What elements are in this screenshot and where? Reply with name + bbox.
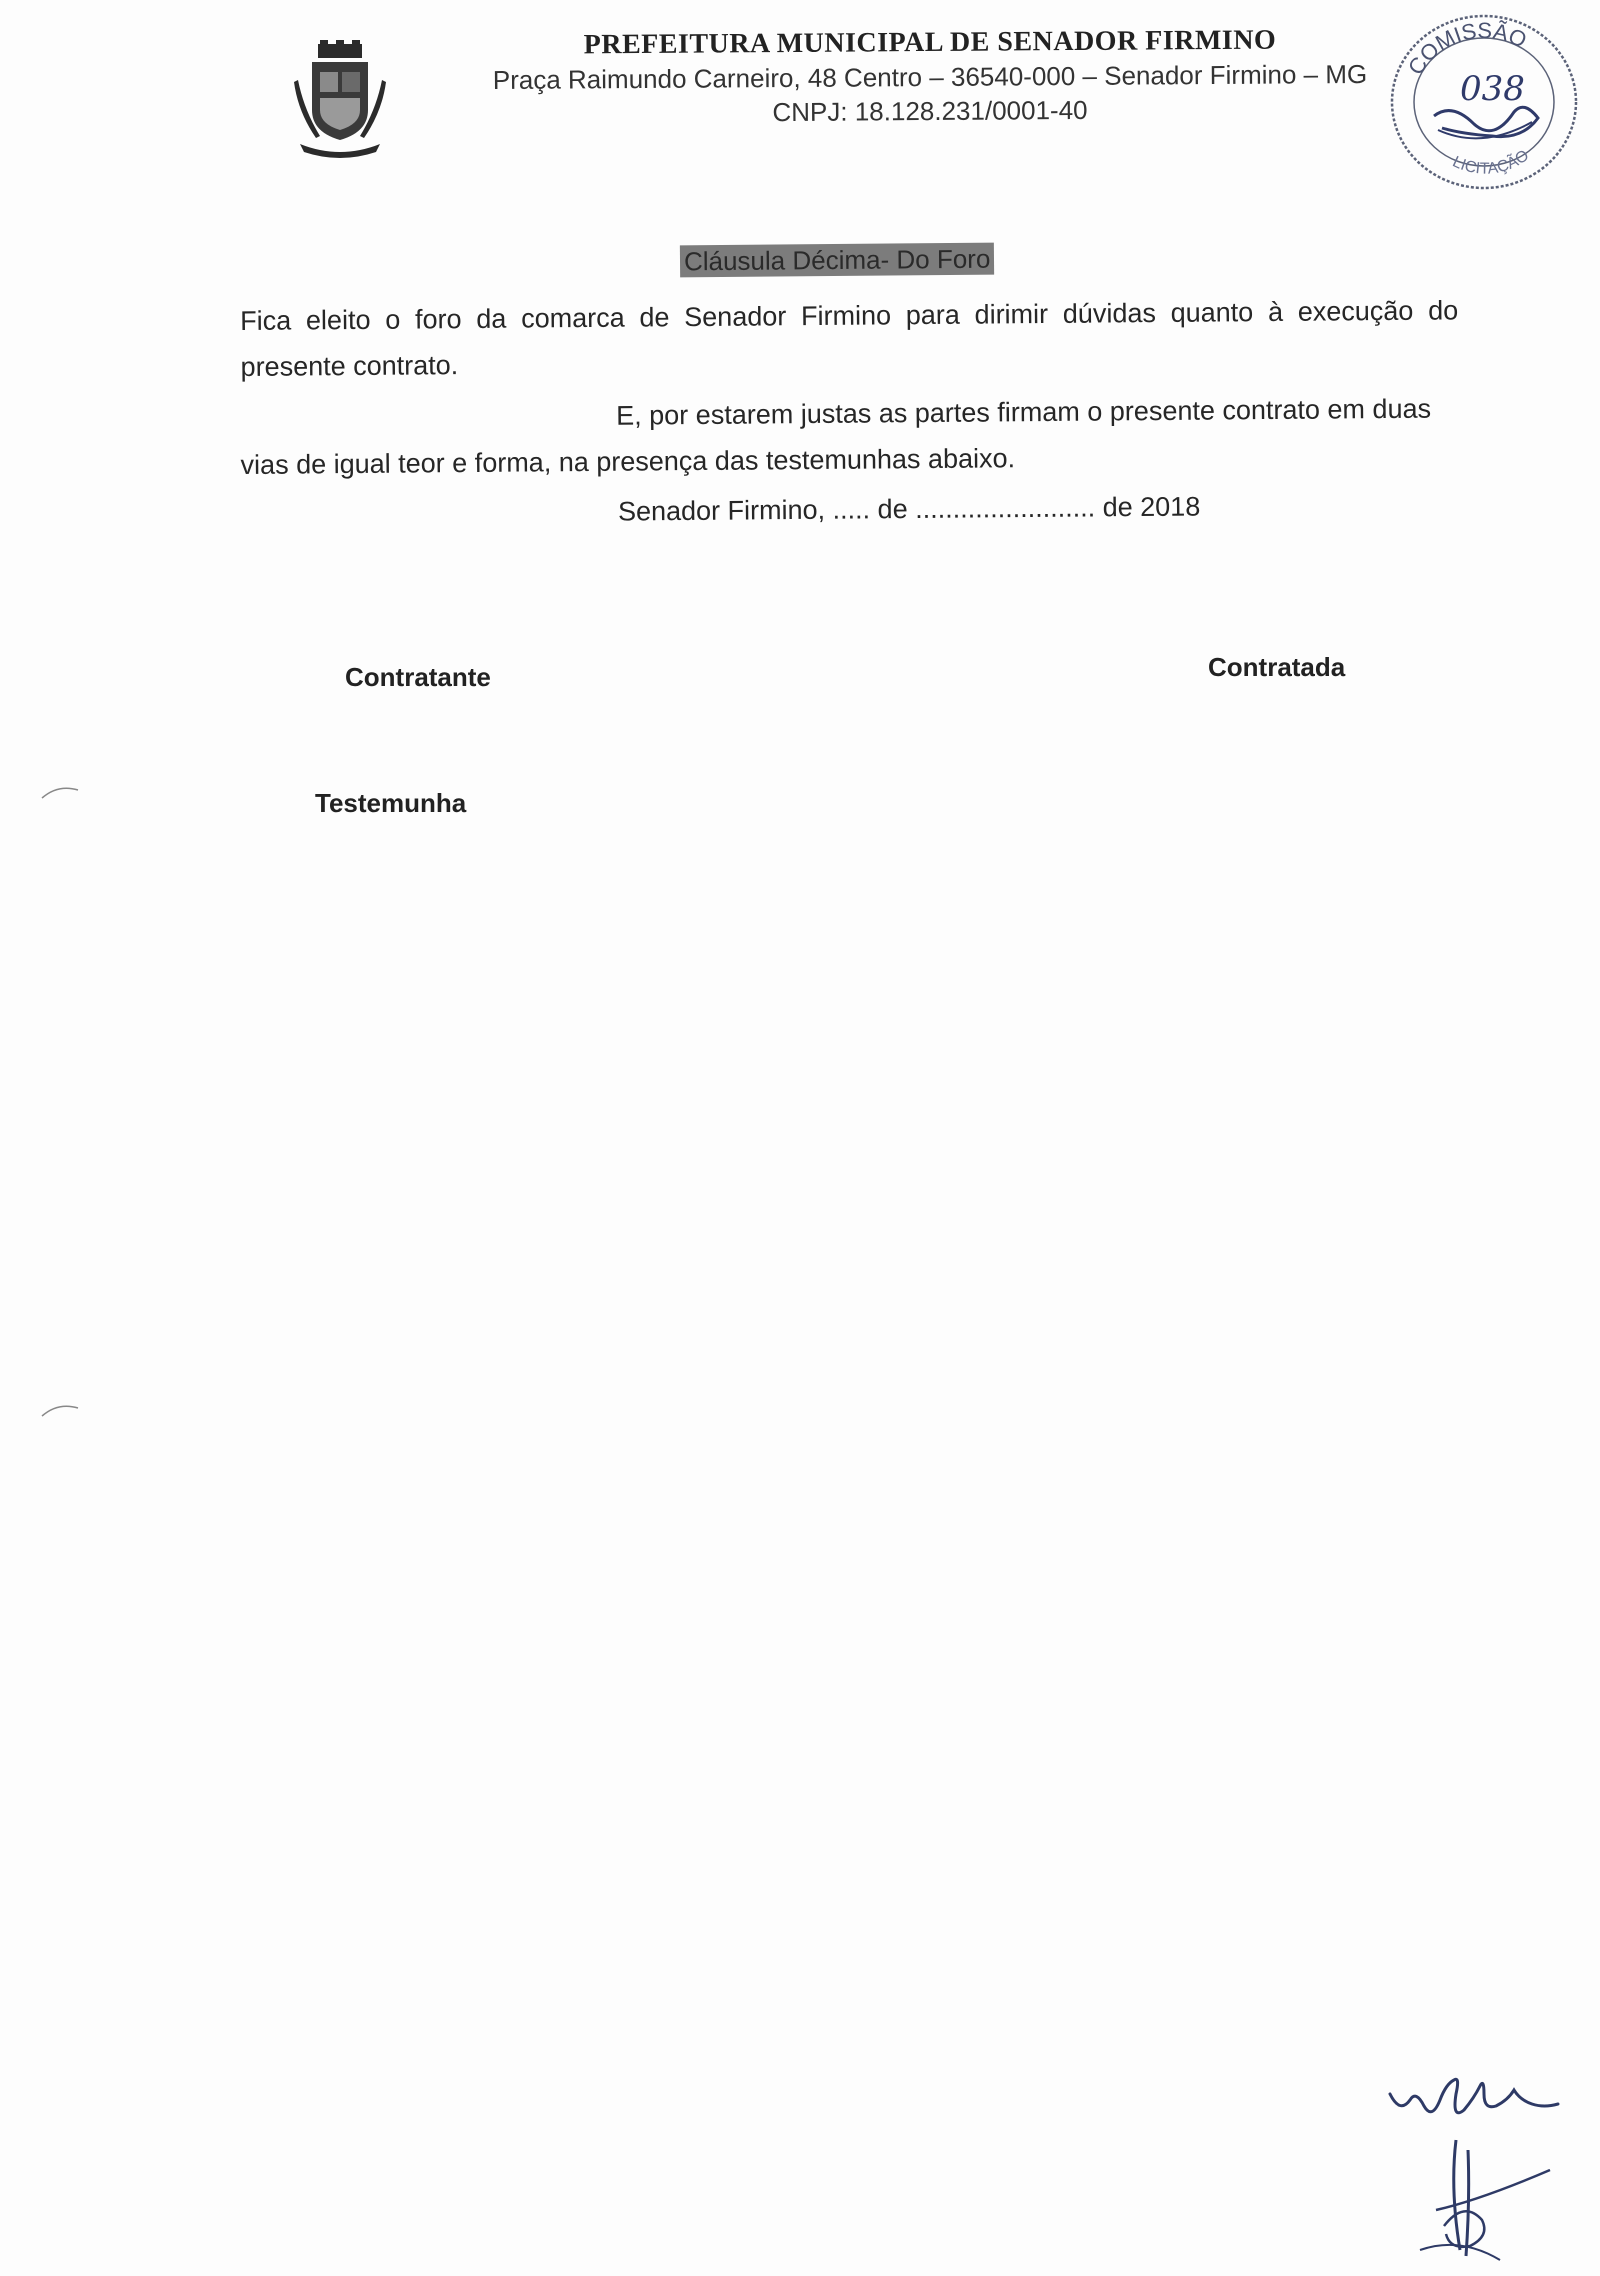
commission-stamp [1382, 4, 1582, 194]
clause-title: Cláusula Décima- Do Foro [680, 243, 995, 278]
punch-hole-mark [38, 780, 98, 820]
signature-label-contratada: Contratada [1208, 652, 1346, 682]
date-line: Senador Firmino, ..... de ........................ de 2018 [617, 491, 1201, 527]
letterhead [430, 26, 1430, 128]
clause-paragraph-forum: Fica eleito o foro da comarca de Senador Firmino para dirimir dúvidas quanto à execução do presente contrato. [240, 295, 1459, 382]
svg-text:COMISSÃO: COMISSÃO [1402, 17, 1531, 80]
coat-of-arms-icon [290, 40, 390, 160]
handwritten-rubric-signature [1380, 2050, 1580, 2270]
svg-text:LICITAÇÃO: LICITAÇÃO [1449, 146, 1533, 178]
signature-label-testemunha: Testemunha [315, 788, 467, 818]
stamp-top-text [0, 0, 1, 1]
organization-cnpj: CNPJ: 18.128.231/0001-40 [772, 94, 1088, 128]
clause-paragraph-agreement: E, por estarem justas as partes firmam o presente contrato em duas vias de igual teor e forma, na presença das testemunhas abaixo. [240, 393, 1432, 480]
svg-text:038: 038 [1460, 69, 1525, 109]
organization-address: Praça Raimundo Carneiro, 48 Centro – 36540-000 – Senador Firmino – MG [492, 58, 1368, 96]
signature-label-contratante: Contratante [345, 662, 491, 692]
punch-hole-mark [38, 1398, 98, 1438]
organization-name: PREFEITURA MUNICIPAL DE SENADOR FIRMINO [583, 24, 1277, 61]
